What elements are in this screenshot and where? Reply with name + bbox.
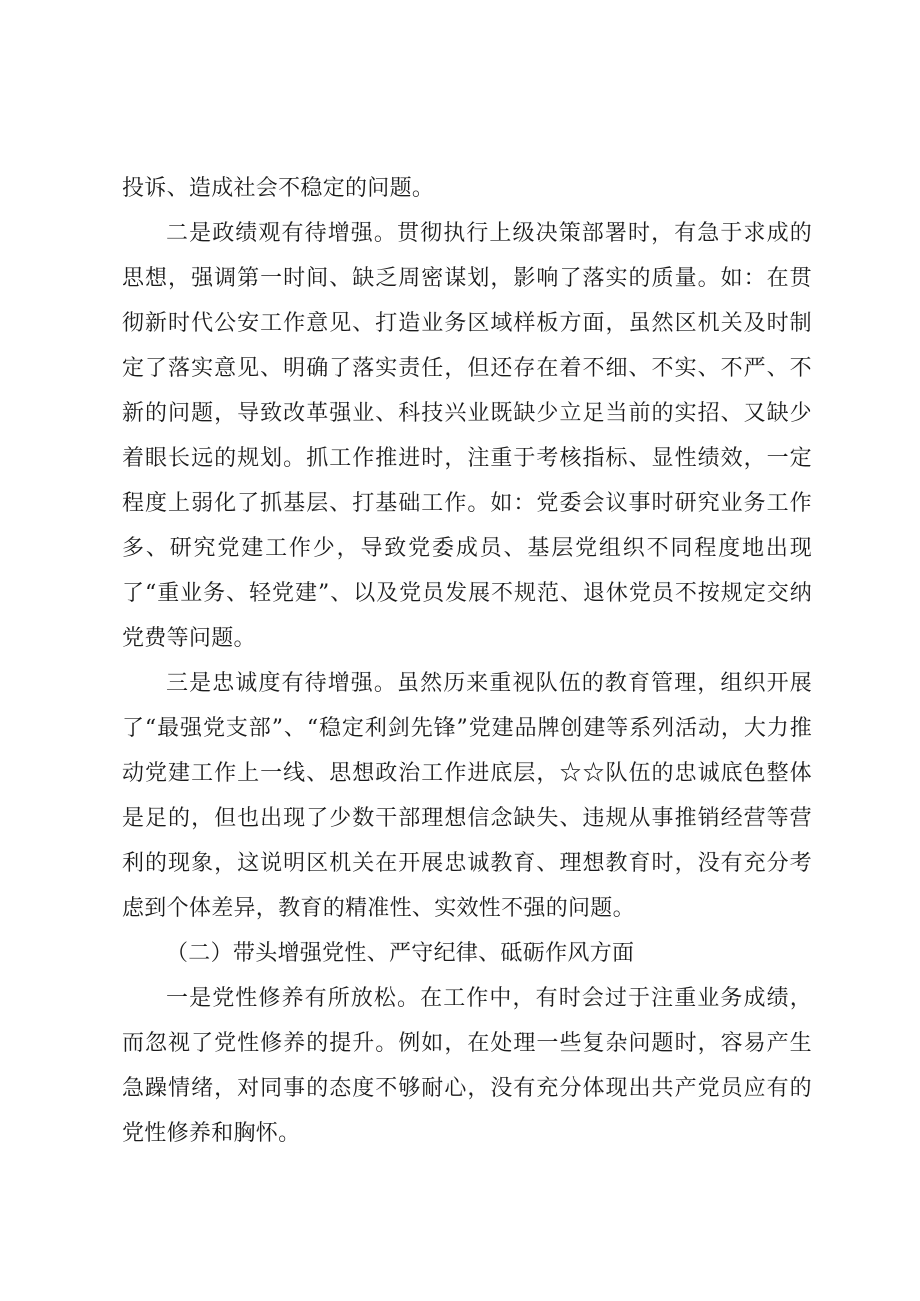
paragraph-party-spirit: 一是党性修养有所放松。在工作中，有时会过于注重业务成绩，而忽视了党性修养的提升。例如，在处理一些复杂问题时，容易产生急躁情绪，对同事的态度不够耐心，没有充分体现出共产党员应有的党性修养和胸怀。 bbox=[122, 986, 812, 1146]
paragraph-performance-view: 二是政绩观有待增强。贯彻执行上级决策部署时，有急于求成的思想，强调第一时间、缺乏周密谋划，影响了落实的质量。如：在贯彻新时代公安工作意见、打造业务区域样板方面，虽然区机关及时制定了落实意见、明确了落实责任，但还存在着不细、不实、不严、不新的问题，导致改革强业、科技兴业既缺少立足当前的实招、又缺少着眼长远的规划。抓工作推进时，注重于考核指标、显性绩效，一定程度上弱化了抓基层、打基础工作。如：党委会议事时研究业务工作多、研究党建工作少，导致党委成员、基层党组织不同程度地出现了“重业务、轻党建”、以及党员发展不规范、退休党员不按规定交纳党费等问题。 bbox=[122, 221, 812, 651]
paragraph-continuation: 投诉、造成社会不稳定的问题。 bbox=[122, 176, 435, 201]
section-heading: （二）带头增强党性、严守纪律、砥砺作风方面 bbox=[166, 941, 635, 966]
document-body bbox=[122, 166, 812, 1156]
paragraph-loyalty: 三是忠诚度有待增强。虽然历来重视队伍的教育管理，组织开展了“最强党支部”、“稳定利剑先锋”党建品牌创建等系列活动，大力推动党建工作上一线、思想政治工作进底层，☆☆队伍的忠诚底色整体是足的，但也出现了少数干部理想信念缺失、违规从事推销经营等营利的现象，这说明区机关在开展忠诚教育、理想教育时，没有充分考虑到个体差异，教育的精准性、实效性不强的问题。 bbox=[122, 671, 812, 921]
